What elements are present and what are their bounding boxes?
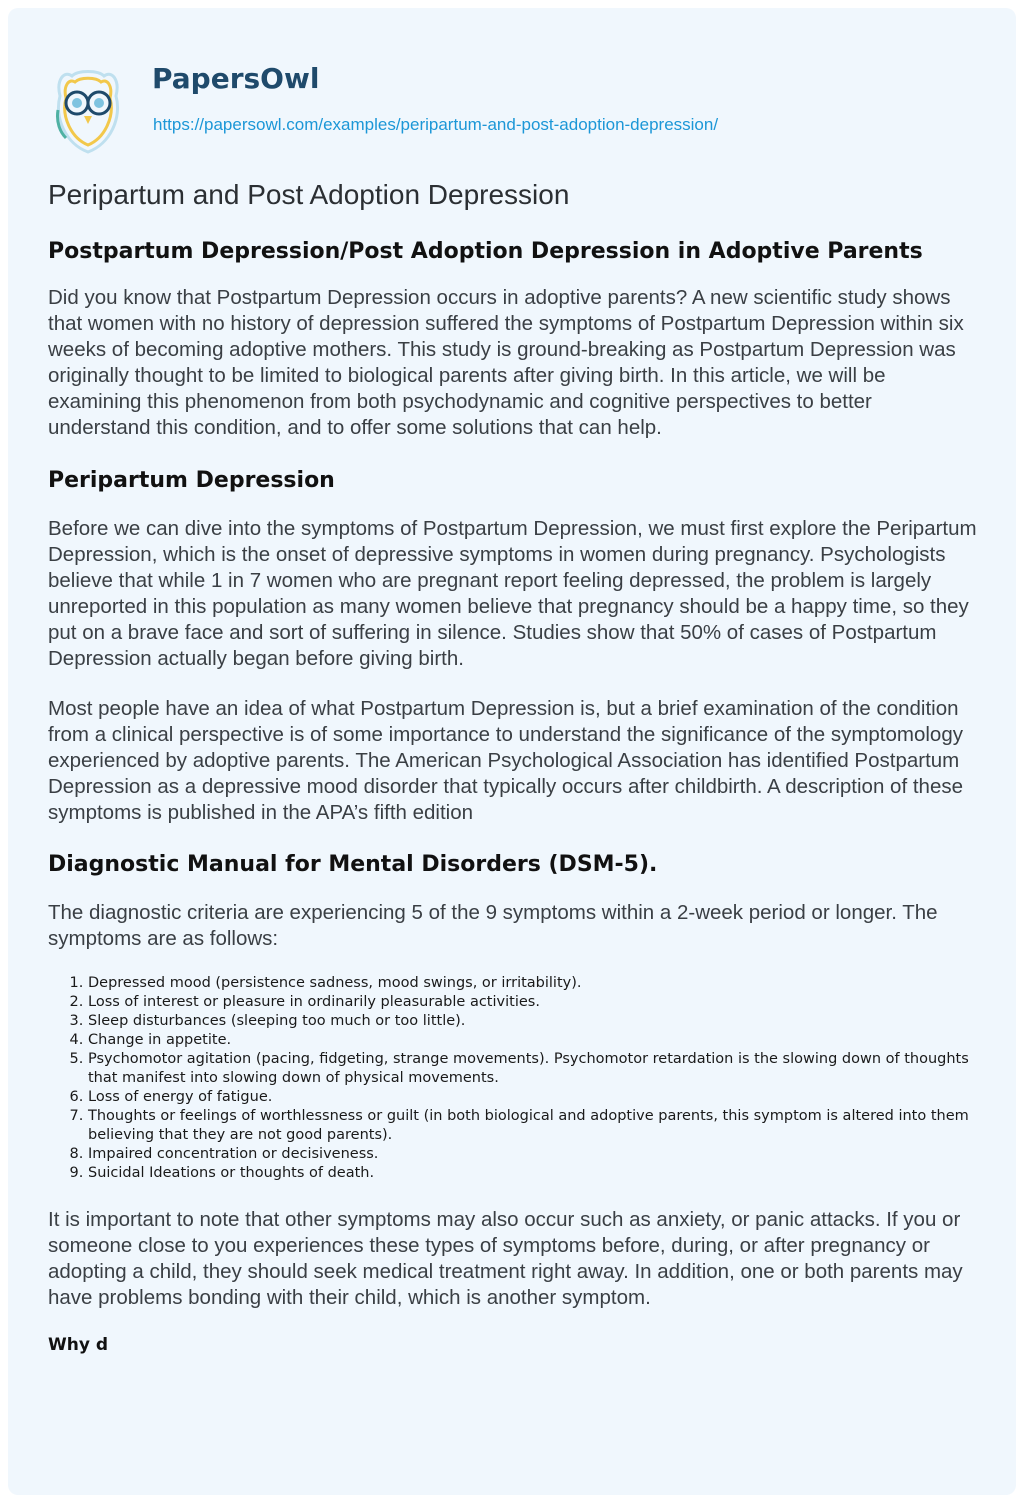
brand-name[interactable]: PapersOwl <box>152 62 320 95</box>
peripartum-heading: Peripartum Depression <box>48 468 335 493</box>
document-card <box>8 8 1016 1495</box>
truncated-heading: Why d <box>48 1335 109 1355</box>
list-item: 1. Depressed mood (persistence sadness, mood swings, or irritability). <box>88 974 980 993</box>
list-item: 3. Sleep disturbances (sleeping too much or too little). <box>88 1012 980 1031</box>
page-title: Peripartum and Post Adoption Depression <box>48 179 570 210</box>
intro-paragraph: Did you know that Postpartum Depression occurs in adoptive parents? A new scientific study shows that women with no history of depression suffered the symptoms of Postpartum Depression within six weeks of becoming adoptive mothers. This study is ground-breaking as Postpartum Depression was originally thought to be limited to biological parents after giving birth. In this article, we will be examining this phenomenon from both psychodynamic and cognitive perspectives to better understand this condition, and to offer some solutions that can help. <box>48 286 964 439</box>
dsm-paragraph: The diagnostic criteria are experiencing 5 of the 9 symptoms within a 2-week period or longer. The symptoms are as follows: <box>48 901 938 950</box>
symptom-list <box>48 974 980 1183</box>
list-item: 2. Loss of interest or pleasure in ordinarily pleasurable activities. <box>88 993 980 1012</box>
list-item: 8. Impaired concentration or decisiveness. <box>88 1145 980 1164</box>
peripartum-paragraph-1: Before we can dive into the symptoms of Postpartum Depression, we must first explore the Peripartum Depression, which is the onset of depressive symptoms in women during pregnancy. Psychologists believe that while 1 in 7 women who are pregnant report feeling depressed, the problem is largely unreported in this population as many women believe that pregnancy should be a happy time, so they put on a brave face and sort of suffering in silence. Studies show that 50% of cases of Postpartum Depression actually began before giving birth. <box>48 517 977 670</box>
list-item: 9. Suicidal Ideations or thoughts of death. <box>88 1164 980 1183</box>
list-item: 5. Psychomotor agitation (pacing, fidgeting, strange movements). Psychomotor retardation is the slowing down of thoughts that manifest into slowing down of physical movements. <box>88 1050 980 1088</box>
dsm-closing-paragraph: It is important to note that other symptoms may also occur such as anxiety, or panic attacks. If you or someone close to you experiences these types of symptoms before, during, or after pregnancy or adopting a child, they should seek medical treatment right away. In addition, one or both parents may have problems bonding with their child, which is another symptom. <box>48 1208 963 1309</box>
article-content <box>48 238 980 1355</box>
dsm-heading: Diagnostic Manual for Mental Disorders (DSM-5). <box>48 852 658 877</box>
list-item: 4. Change in appetite. <box>88 1031 980 1050</box>
list-item: 7. Thoughts or feelings of worthlessness or guilt (in both biological and adoptive parents, this symptom is altered into them believing that they are not good parents). <box>88 1107 980 1145</box>
source-url[interactable]: https://papersowl.com/examples/peripartum-and-post-adoption-depression/ <box>153 115 719 134</box>
intro-heading: Postpartum Depression/Post Adoption Depression in Adoptive Parents <box>48 239 923 264</box>
list-item: 6. Loss of energy of fatigue. <box>88 1088 980 1107</box>
owl-logo-icon <box>48 66 128 156</box>
peripartum-paragraph-2: Most people have an idea of what Postpartum Depression is, but a brief examination of the condition from a clinical perspective is of some importance to understand the significance of the symptomology experienced by adoptive parents. The American Psychological Association has identified Postpartum Depression as a depressive mood disorder that typically occurs after childbirth. A description of these symptoms is published in the APA’s fifth edition <box>48 697 963 824</box>
